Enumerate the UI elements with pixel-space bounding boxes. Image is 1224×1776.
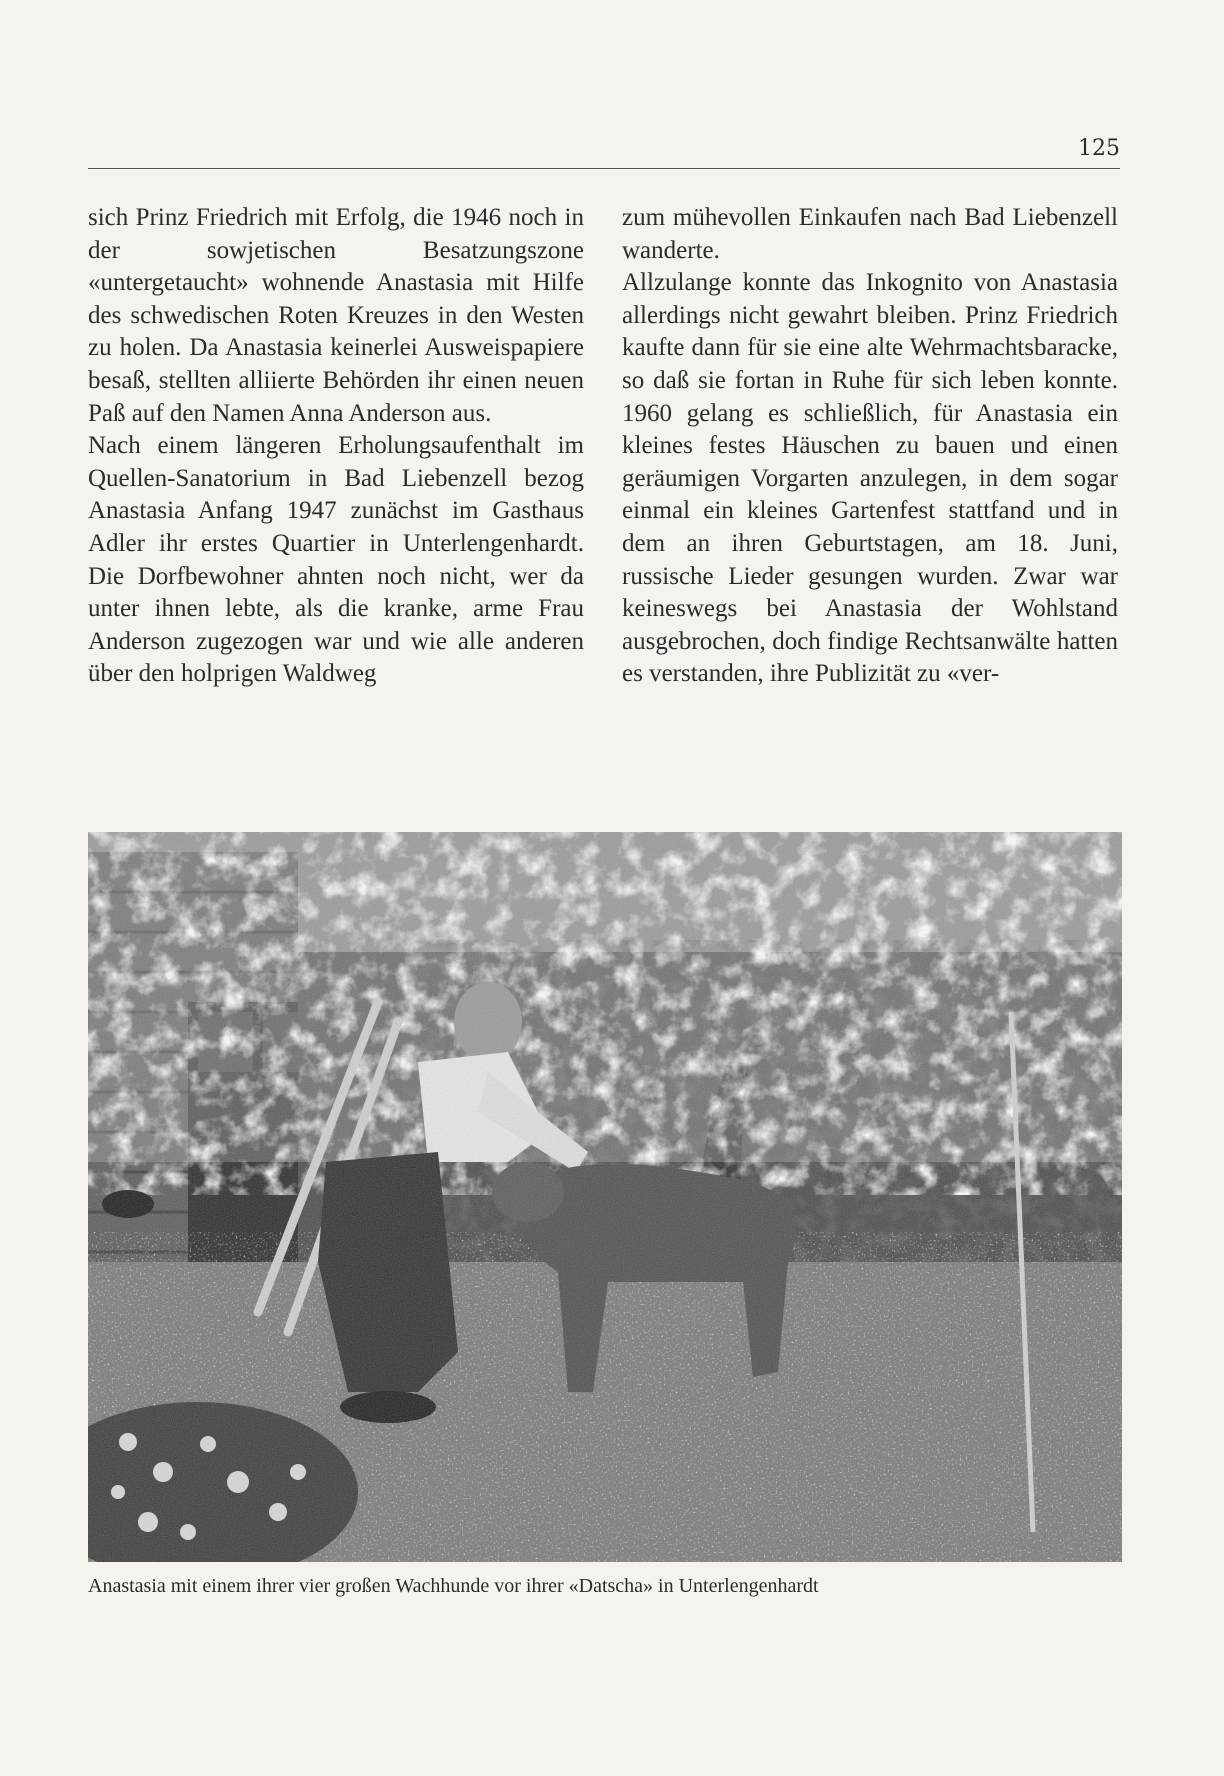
- right-paragraph-1: zum mühevollen Einkaufen nach Bad Liebenzell wanderte.: [622, 204, 1118, 264]
- garden-photo: [88, 832, 1122, 1562]
- left-text-column: [88, 202, 584, 691]
- header-rule: [88, 168, 1120, 169]
- right-paragraph-2: Allzulange konnte das Inkognito von Anastasia allerdings nicht gewahrt bleiben. Prinz Friedrich kaufte dann für sie eine alte Wehrmachtsbaracke, so daß sie fortan in Ruhe für sich leben konnte. 1960 gelang es schließlich, für Anastasia ein kleines festes Häuschen zu bauen und einen geräumigen Vorgarten anzulegen, in dem sogar einmal ein kleines Gartenfest stattfand und in dem an ihren Geburtstagen, am 18. Juni, russische Lieder gesungen wurden. Zwar war keineswegs bei Anastasia der Wohlstand ausgebrochen, doch findige Rechtsanwälte hatten es verstanden, ihre Publizität zu «ver-: [622, 269, 1118, 688]
- photo-caption: Anastasia mit einem ihrer vier großen Wachhunde vor ihrer «Datscha» in Unterlengenhardt: [88, 1575, 819, 1597]
- right-text-column: [622, 202, 1118, 691]
- left-paragraph-2: Nach einem längeren Erholungsaufenthalt im Quellen-Sanatorium in Bad Liebenzell bezog Anastasia Anfang 1947 zunächst im Gasthaus Adler ihr erstes Quartier in Unterlengenhardt. Die Dorfbewohner ahnten noch nicht, wer da unter ihnen lebte, als die kranke, arme Frau Anderson zugezogen war und wie alle anderen über den holprigen Waldweg: [88, 432, 584, 688]
- left-paragraph-1: sich Prinz Friedrich mit Erfolg, die 1946 noch in der sowjetischen Besatzungszone «untergetaucht» wohnende Anastasia mit Hilfe des schwedischen Roten Kreuzes in den Westen zu holen. Da Anastasia keinerlei Ausweispapiere besaß, stellten alliierte Behörden ihr einen neuen Paß auf den Namen Anna Anderson aus.: [88, 204, 584, 427]
- page-number: 125: [1078, 136, 1120, 161]
